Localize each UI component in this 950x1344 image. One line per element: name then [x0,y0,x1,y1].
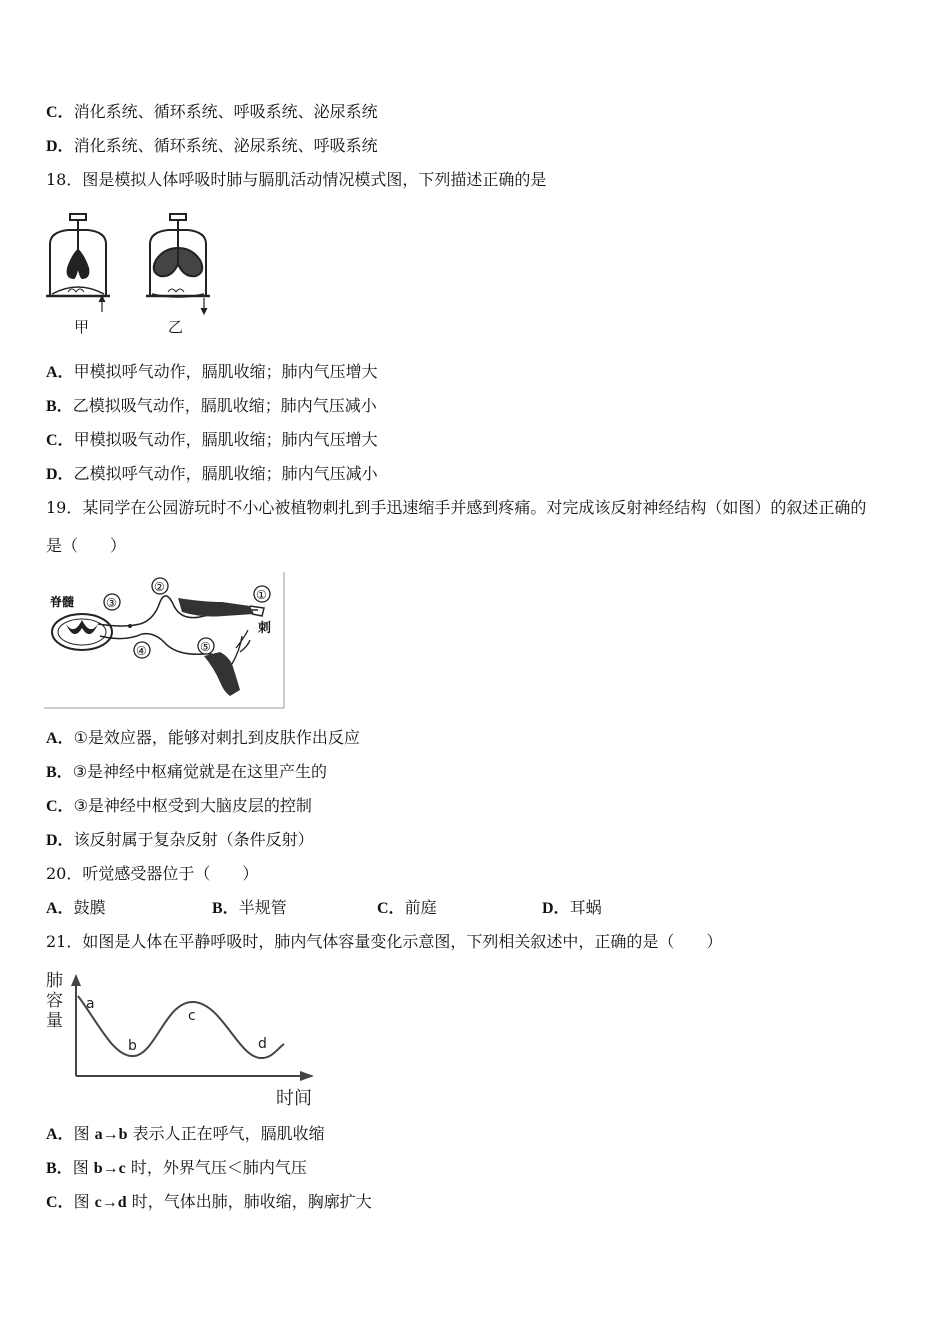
volume-curve [78,996,284,1058]
q21-option-a: A．图 a→b 表示人正在呼气，膈肌收缩 [46,1124,325,1143]
q19-option-a: A．①是效应器，能够对刺扎到皮肤作出反应 [46,728,360,747]
q21-option-b: B．图 b→c 时，外界气压＜肺内气压 [46,1158,307,1177]
q17-option-d: D．消化系统、循环系统、泌尿系统、呼吸系统 [46,136,378,155]
point-b: b [128,1038,137,1054]
q19-stem-line2: 是（ ） [46,536,127,555]
thorn-label: 刺 [258,621,272,636]
q18-option-a: A．甲模拟呼气动作，膈肌收缩；肺内气压增大 [46,362,378,381]
q18-bell-jar-figure [44,208,224,338]
q19-option-b: B．③是神经中枢痛觉就是在这里产生的 [46,762,328,781]
q19-option-c: C．③是神经中枢受到大脑皮层的控制 [46,796,312,815]
bell-jar-yi [146,214,210,314]
q18-option-b: B．乙模拟吸气动作，膈肌收缩；肺内气压减小 [46,396,377,415]
label-1: ① [256,588,267,602]
q20-option-c: C．前庭 [377,898,437,917]
fig-label-jia: 甲 [74,318,90,336]
q18-option-c: C．甲模拟吸气动作，膈肌收缩；肺内气压增大 [46,430,378,449]
point-a: a [86,996,95,1012]
q21-stem: 21．如图是人体在平静呼吸时，肺内气体容量变化示意图，下列相关叙述中，正确的是（ ） [46,932,723,951]
q20-options-row [46,898,646,918]
ylabel-char-3: 量 [46,1011,63,1031]
q20-option-d: D．耳蜗 [542,898,602,917]
q18-option-d: D．乙模拟呼气动作，膈肌收缩；肺内气压减小 [46,464,378,483]
fig-label-yi: 乙 [168,318,184,336]
label-2: ② [154,580,165,594]
ylabel-char-1: 肺 [46,971,63,991]
q20-option-a: A．鼓膜 [46,898,106,917]
label-4: ④ [136,644,147,658]
q21-lung-volume-graph [44,966,324,1112]
ylabel-char-2: 容 [46,991,63,1011]
xlabel: 时间 [276,1088,312,1109]
q20-option-b: B．半规管 [212,898,287,917]
q19-reflex-arc-figure [44,572,288,710]
point-c: c [188,1008,196,1024]
bell-jar-jia [46,214,110,312]
q20-stem: 20．听觉感受器位于（ ） [46,864,259,883]
label-5: ⑤ [200,640,211,654]
q19-stem-line1: 19．某同学在公园游玩时不小心被植物刺扎到手迅速缩手并感到疼痛。对完成该反射神经结构（如图）的叙述正确的 [46,498,867,517]
point-d: d [258,1036,267,1052]
q19-option-d: D．该反射属于复杂反射（条件反射） [46,830,314,849]
q18-stem: 18．图是模拟人体呼吸时肺与膈肌活动情况模式图，下列描述正确的是 [46,170,547,189]
q17-option-c: C．消化系统、循环系统、呼吸系统、泌尿系统 [46,102,378,121]
label-3: ③ [106,596,117,610]
spine-label: 脊髓 [50,595,75,609]
q21-option-c: C．图 c→d 时，气体出肺，肺收缩，胸廓扩大 [46,1192,372,1211]
